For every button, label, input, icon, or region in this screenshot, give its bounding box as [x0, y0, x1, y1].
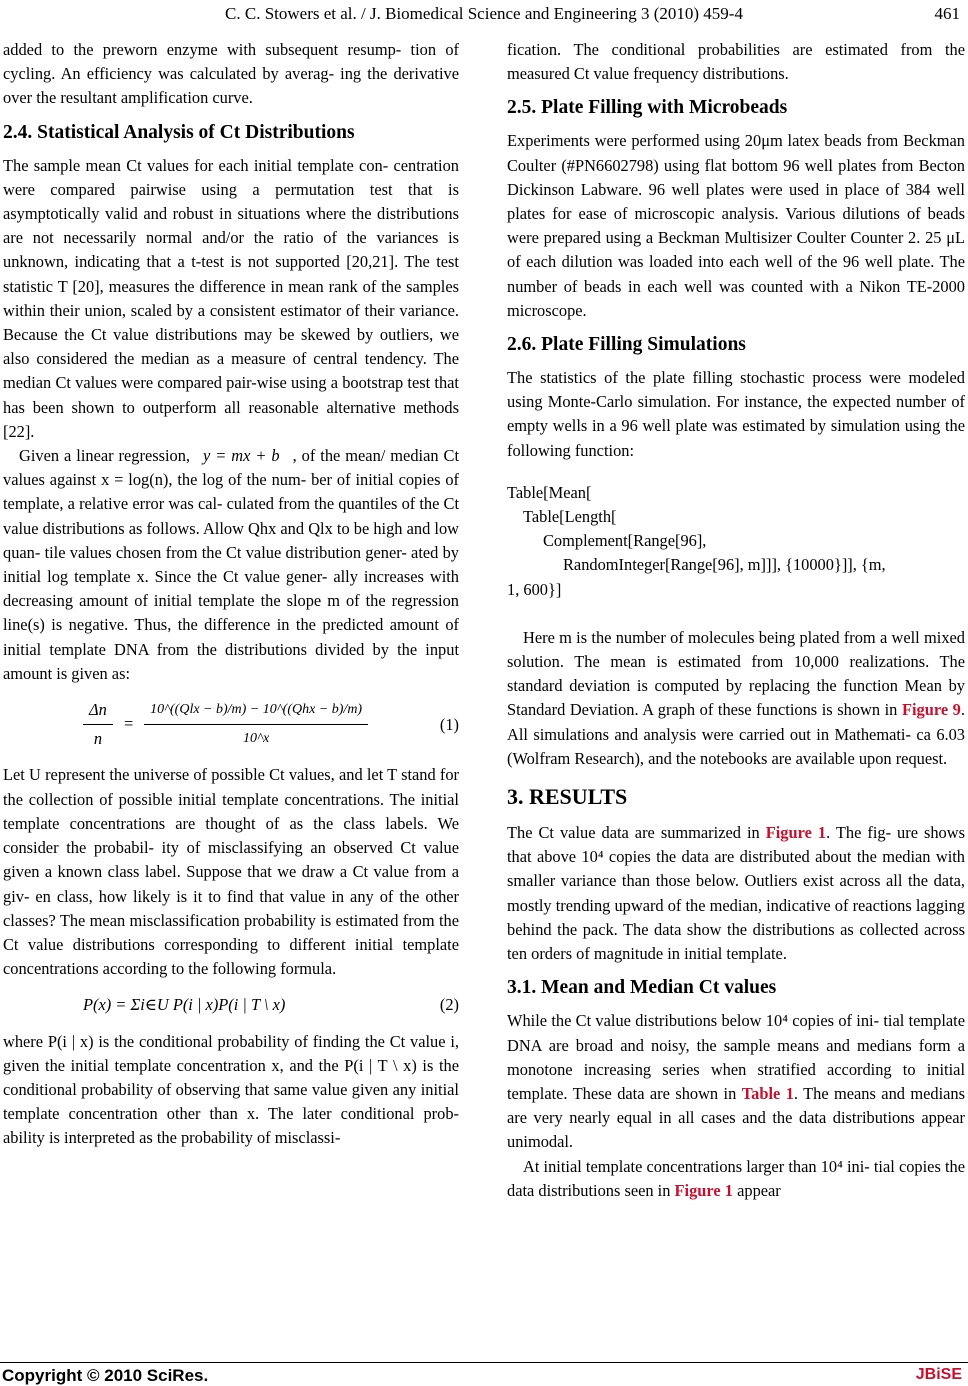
paragraph: Given a linear regression, y = mx + b , of the mean/ median Ct values against x = log(n), the log of the num- ber of initial copies of template, a relative error was cal- culated from the quantiles of the Ct value distributions as follows. Allow Qhx and Qlx to be high and low quan- tile values chosen from the Ct value distribution gener- ated by initial log template x. Since the Ct value gener- ally increases with decreasing amount of initial template the slope m of the regression line(s) is negative. Thus, the difference in the predicted amount of initial template DNA from the distributions divided by the input amount is given as:	[3, 446, 460, 683]
section-heading-3: 3. RESULTS	[507, 784, 628, 810]
section-heading-3-1: 3.1. Mean and Median Ct values	[507, 977, 777, 999]
paragraph: fication. The conditional probabilities are estimated from the measured Ct value frequency distributions.	[507, 40, 965, 84]
eq1-lhs-numerator: Δn	[83, 698, 113, 725]
code-line: Complement[Range[96],	[543, 531, 707, 551]
inline-equation: y = mx + b	[203, 446, 280, 466]
code-line: Table[Mean[	[507, 482, 592, 502]
left-column	[3, 38, 459, 1151]
equation-2	[3, 993, 459, 1017]
copyright: Copyright © 2010 SciRes.	[2, 1366, 209, 1385]
paragraph: While the Ct value distributions below 10⁴ copies of ini- tial template DNA are broad and noisy, the sample means and medians form a monotone increasing series when stratified according to initial template. These data are shown in Table 1. The means and medians are very nearly equal in all cases and the data distributions appear unimodal.	[507, 1011, 965, 1152]
right-column	[507, 38, 965, 1203]
figure-link[interactable]: Figure 1	[674, 1180, 733, 1200]
page-number: 461	[934, 4, 960, 23]
section-heading-2-6: 2.6. Plate Filling Simulations	[507, 334, 746, 356]
table-link[interactable]: Table 1	[741, 1083, 794, 1103]
paragraph: Let U represent the universe of possible Ct values, and let T stand for the collection of possible initial template concentrations. The initial template concentrations are thought of as the class labels. We consider the probabil- ity of misclassifying an observed Ct value given a known class label. Suppose that we draw a Ct value from a giv- en class, how likely is it to find that value in any of the other classes? The mean misclassification probability is estimated from the Ct value distributions corresponding to different initial template concentrations according to the following formula.	[3, 765, 459, 979]
eq1-rhs-denominator: 10^x	[243, 731, 270, 747]
paragraph: added to the preworn enzyme with subsequent resump- tion of cycling. An efficiency was calculated by averag- ing the derivative over the resultant amplification curve.	[3, 40, 459, 108]
paragraph: The statistics of the plate filling stochastic process were modeled using Monte-Carlo simulation. For instance, the expected number of empty wells in a 96 well plate was estimated by simulation using the following function:	[507, 368, 965, 460]
footer-rule	[0, 1362, 968, 1363]
running-header	[0, 4, 968, 24]
page-footer	[0, 1362, 968, 1386]
journal-abbreviation: JBiSE	[915, 1366, 962, 1383]
paragraph: Experiments were performed using 20μm latex beads from Beckman Coulter (#PN6602798) using flat bottom 96 well plates from Becton Dickinson Labware. 96 well plates were used in place of 384 well plates for ease of microscopic analysis. Various dilutions of beads were prepared using a Beckman Multisizer Coulter Counter 2. 25 μL of each dilution was loaded into each well of the 96 well plate. The number of beads in each well was counted with a Nikon TE-2000 microscope.	[507, 131, 965, 320]
figure-link[interactable]: Figure 9	[901, 700, 961, 720]
code-line: Table[Length[	[523, 507, 617, 527]
paragraph: where P(i | x) is the conditional probability of finding the Ct value i, given the initial template concentration x, and the P(i | T \ x) is the conditional probability of observing that same value given any initial template concentration other than x. The later conditional prob- ability is interpreted as the probability of misclassi-	[3, 1031, 459, 1148]
eq1-rhs-numerator: 10^((Qlx − b)/m) − 10^((Qhx − b)/m)	[144, 698, 368, 725]
paragraph: At initial template concentrations larger than 10⁴ ini- tial copies the data distributions seen in Figure 1 appear	[507, 1156, 965, 1200]
eq2-formula: P(x) = Σi∈U P(i | x)P(i | T \ x)	[83, 995, 286, 1015]
running-title: C. C. Stowers et al. / J. Biomedical Science and Engineering 3 (2010) 459-4	[225, 4, 743, 23]
section-heading-2-5: 2.5. Plate Filling with Microbeads	[507, 97, 788, 119]
equation-1: $\frac{\Delta n}{n}$ = $\frac{\text{10\textasciicircum{}((Qlx − b)/m) − 10\textasciicircum{}((Qhx − b)/m)}}{10\^{}x}$ (1)	[3, 698, 459, 751]
code-line: 1, 600}]	[507, 579, 562, 599]
code-line: RandomInteger[Range[96], m]]], {10000}]], {m,	[563, 555, 886, 575]
equation-number: (1)	[439, 714, 459, 734]
eq1-lhs-denominator: n	[93, 729, 103, 749]
figure-link[interactable]: Figure 1	[765, 823, 827, 843]
paragraph: Here m is the number of molecules being plated from a well mixed solution. The mean is estimated from 10,000 realizations. The standard deviation is computed by replacing the function Mean by Standard Deviation. A graph of these functions is shown in Figure 9. All simulations and analysis were carried out in Mathemati- ca 6.03 (Wolfram Research), and the notebooks are available upon request.	[507, 627, 965, 768]
equation-number: (2)	[439, 995, 459, 1015]
code-block	[507, 481, 965, 602]
paragraph: The sample mean Ct values for each initial template con- centration were compared pairwise using a permutation test that is asymptotically valid and robust in situations where the distributions are not necessarily normal and/or the ratio of the variances is unknown, indicating that a t-test is not supported [20,21]. The test statistic T [20], measures the difference in mean rank of the samples within their union, scaled by a consistent estimator of their variance. Because the Ct value distributions may be skewed by outliers, we also considered the median as a measure of central tendency. The median Ct values were compared pair-wise using a bootstrap test that has been shown to outperform all reasonable alternative methods [22].	[3, 155, 459, 441]
section-heading-2-4: 2.4. Statistical Analysis of Ct Distributions	[3, 121, 355, 143]
paragraph: The Ct value data are summarized in Figure 1. The fig- ure shows that above 10⁴ copies the data are distributed about the median with smaller variance than those below. Outliers exist across all the data, mostly trending upward of the median, indicative of reactions lagging behind the pack. The data show the distributions as collected across ten orders of magnitude in initial template.	[507, 823, 965, 964]
